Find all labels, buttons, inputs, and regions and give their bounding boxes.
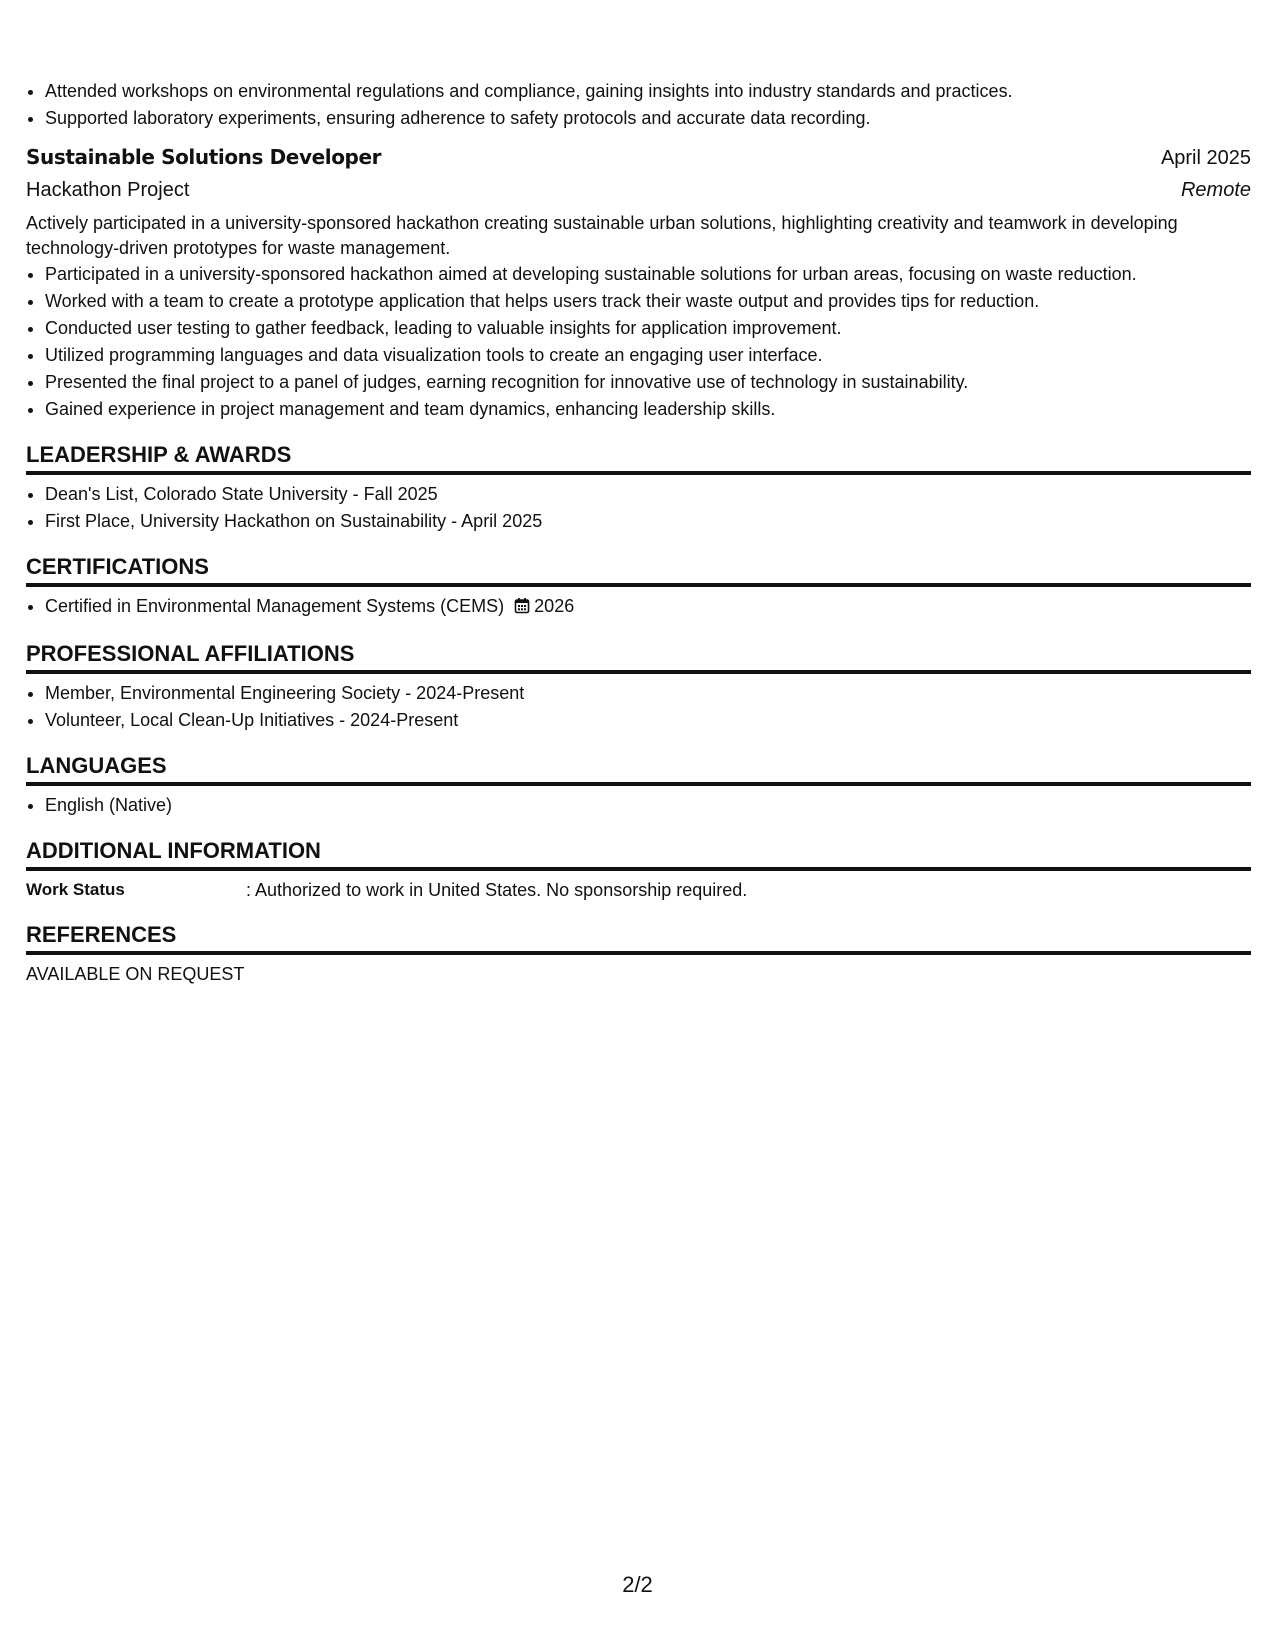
list-item: • Volunteer, Local Clean-Up Initiatives - 2024-Present xyxy=(45,707,1251,734)
languages-list xyxy=(26,792,1251,819)
references-section xyxy=(26,921,1251,987)
section-heading: REFERENCES xyxy=(26,921,1251,955)
section-heading: PROFESSIONAL AFFILIATIONS xyxy=(26,640,1251,674)
list-item: • Dean's List, Colorado State University - Fall 2025 xyxy=(45,481,1251,508)
list-item: • Worked with a team to create a prototype application that helps users track their waste output and provides tips for reduction. xyxy=(45,288,1251,315)
job-header xyxy=(26,142,1251,173)
affiliations-section xyxy=(26,640,1251,734)
section-heading: CERTIFICATIONS xyxy=(26,553,1251,587)
affiliations-list xyxy=(26,680,1251,734)
list-item: • Attended workshops on environmental regulations and compliance, gaining insights into industry standards and practices. xyxy=(45,78,1251,105)
certification-name: Certified in Environmental Management Systems (CEMS) xyxy=(45,596,505,616)
additional-info-section xyxy=(26,837,1251,903)
certification-year: 2026 xyxy=(534,596,575,616)
list-item: • Conducted user testing to gather feedback, leading to valuable insights for application improvement. xyxy=(45,315,1251,342)
list-item: • Participated in a university-sponsored hackathon aimed at developing sustainable solutions for urban areas, focusing on waste reduction. xyxy=(45,261,1251,288)
job-date: April 2025 xyxy=(1160,147,1251,169)
list-item: • Gained experience in project management and team dynamics, enhancing leadership skills. xyxy=(45,396,1251,423)
job-subheader xyxy=(26,175,1251,205)
job-entry xyxy=(26,142,1251,423)
list-item: • English (Native) xyxy=(45,792,1251,819)
page-number: 2/2 xyxy=(622,1572,653,1597)
job-bullet-list xyxy=(26,261,1251,423)
section-heading: LANGUAGES xyxy=(26,752,1251,786)
job-location: Remote xyxy=(1180,179,1251,201)
certifications-section xyxy=(26,553,1251,622)
section-heading: ADDITIONAL INFORMATION xyxy=(26,837,1251,871)
intro-bullet-list xyxy=(26,78,1251,132)
list-item: • Utilized programming languages and data visualization tools to create an engaging user interface. xyxy=(45,342,1251,369)
list-item: • Presented the final project to a panel of judges, earning recognition for innovative use of technology in sustainability. xyxy=(45,369,1251,396)
job-organization: Hackathon Project xyxy=(26,179,190,201)
work-status-row xyxy=(26,877,1251,903)
job-title: Sustainable Solutions Developer xyxy=(26,145,382,169)
work-status-value: : Authorized to work in United States. No sponsorship required. xyxy=(246,880,748,900)
leadership-section xyxy=(26,441,1251,535)
section-heading: LEADERSHIP & AWARDS xyxy=(26,441,1251,475)
resume-page xyxy=(26,78,1251,987)
calendar-icon xyxy=(514,595,530,622)
languages-section xyxy=(26,752,1251,819)
job-summary: Actively participated in a university-sponsored hackathon creating sustainable urban solutions, highlighting creativity and teamwork in developing technology-driven prototypes for waste management. xyxy=(26,213,1178,258)
list-item: • Member, Environmental Engineering Society - 2024-Present xyxy=(45,680,1251,707)
list-item: • First Place, University Hackathon on Sustainability - April 2025 xyxy=(45,508,1251,535)
work-status-label: Work Status xyxy=(26,880,125,899)
references-text: AVAILABLE ON REQUEST xyxy=(26,964,245,984)
list-item: • Supported laboratory experiments, ensuring adherence to safety protocols and accurate data recording. xyxy=(45,105,1251,132)
leadership-list xyxy=(26,481,1251,535)
certifications-list xyxy=(26,593,1251,622)
list-item xyxy=(45,593,1251,622)
